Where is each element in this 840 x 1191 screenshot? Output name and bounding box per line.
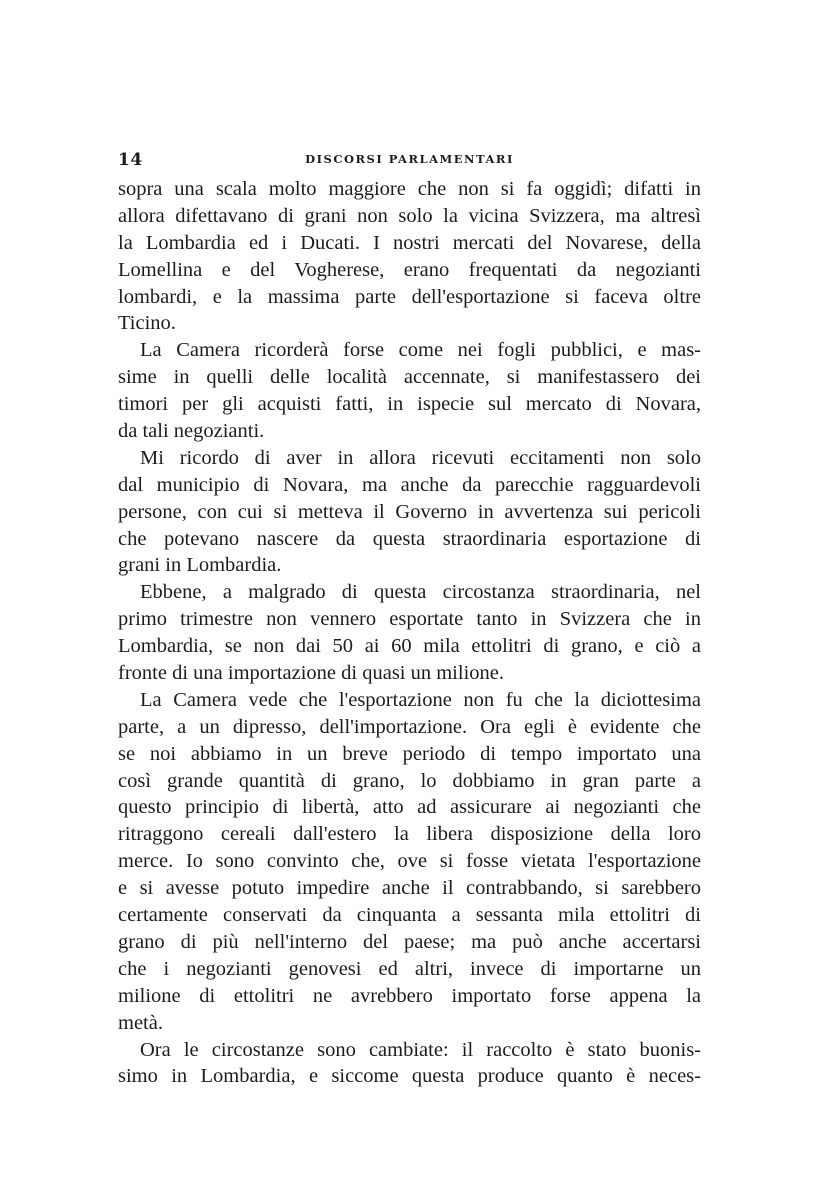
text-line: milione di ettolitri ne avrebbero importato forse appena la	[118, 984, 701, 1007]
running-title: DISCORSI PARLAMENTARI	[305, 152, 514, 166]
text-line: Ticino.	[118, 312, 176, 335]
text-line: Ebbene, a malgrado di questa circostanza straordinaria, nel	[140, 581, 701, 604]
page-header	[118, 148, 701, 172]
text-line: Mi ricordo di aver in allora ricevuti eccitamenti non solo	[140, 446, 701, 469]
body-text	[118, 176, 701, 1090]
text-line: che i negozianti genovesi ed altri, invece di importarne un	[118, 957, 701, 980]
text-line: così grande quantità di grano, lo dobbiamo in gran parte a	[118, 769, 701, 792]
text-line: simo in Lombardia, e siccome questa produce quanto è neces-	[118, 1065, 701, 1088]
text-line: grano di più nell'interno del paese; ma può anche accertarsi	[118, 930, 701, 953]
text-line: Lombardia, se non dai 50 ai 60 mila ettolitri di grano, e ciò a	[118, 635, 701, 658]
text-line: grani in Lombardia.	[118, 554, 282, 577]
text-line: dal municipio di Novara, ma anche da parecchie ragguardevoli	[118, 473, 701, 496]
book-page	[118, 148, 701, 1090]
text-line: certamente conservati da cinquanta a sessanta mila ettolitri di	[118, 904, 701, 927]
text-line: parte, a un dipresso, dell'importazione. Ora egli è evidente che	[118, 715, 701, 738]
text-line: primo trimestre non vennero esportate tanto in Svizzera che in	[118, 608, 701, 631]
text-line: sime in quelli delle località accennate, si manifestassero dei	[118, 366, 701, 389]
text-line: la Lombardia ed i Ducati. I nostri mercati del Novarese, della	[118, 231, 701, 254]
text-line: Lomellina e del Vogherese, erano frequentati da negozianti	[118, 258, 701, 281]
text-line: lombardi, e la massima parte dell'esportazione si faceva oltre	[118, 285, 701, 308]
text-line: fronte di una importazione di quasi un milione.	[118, 662, 504, 685]
text-line: ritraggono cereali dall'estero la libera disposizione della loro	[118, 823, 701, 846]
text-line: persone, con cui si metteva il Governo in avvertenza sui pericoli	[118, 500, 701, 523]
text-line: metà.	[118, 1011, 163, 1034]
text-line: allora difettavano di grani non solo la vicina Svizzera, ma altresì	[118, 204, 701, 227]
text-line: se noi abbiamo in un breve periodo di tempo importato una	[118, 742, 701, 765]
text-line: merce. Io sono convinto che, ove si fosse vietata l'esportazione	[118, 850, 701, 873]
text-line: questo principio di libertà, atto ad assicurare ai negozianti che	[118, 796, 701, 819]
text-line: da tali negozianti.	[118, 420, 265, 443]
text-line: La Camera vede che l'esportazione non fu che la diciottesima	[140, 688, 701, 711]
text-line: La Camera ricorderà forse come nei fogli pubblici, e mas-	[140, 339, 701, 362]
text-line: che potevano nascere da questa straordinaria esportazione di	[118, 527, 701, 550]
text-line: timori per gli acquisti fatti, in ispecie sul mercato di Novara,	[118, 393, 701, 416]
text-line: sopra una scala molto maggiore che non si fa oggidì; difatti in	[118, 178, 701, 200]
text-line: Ora le circostanze sono cambiate: il raccolto è stato buonis-	[140, 1038, 701, 1061]
page-number: 14	[118, 150, 143, 170]
text-line: e si avesse potuto impedire anche il contrabbando, si sarebbero	[118, 877, 701, 900]
